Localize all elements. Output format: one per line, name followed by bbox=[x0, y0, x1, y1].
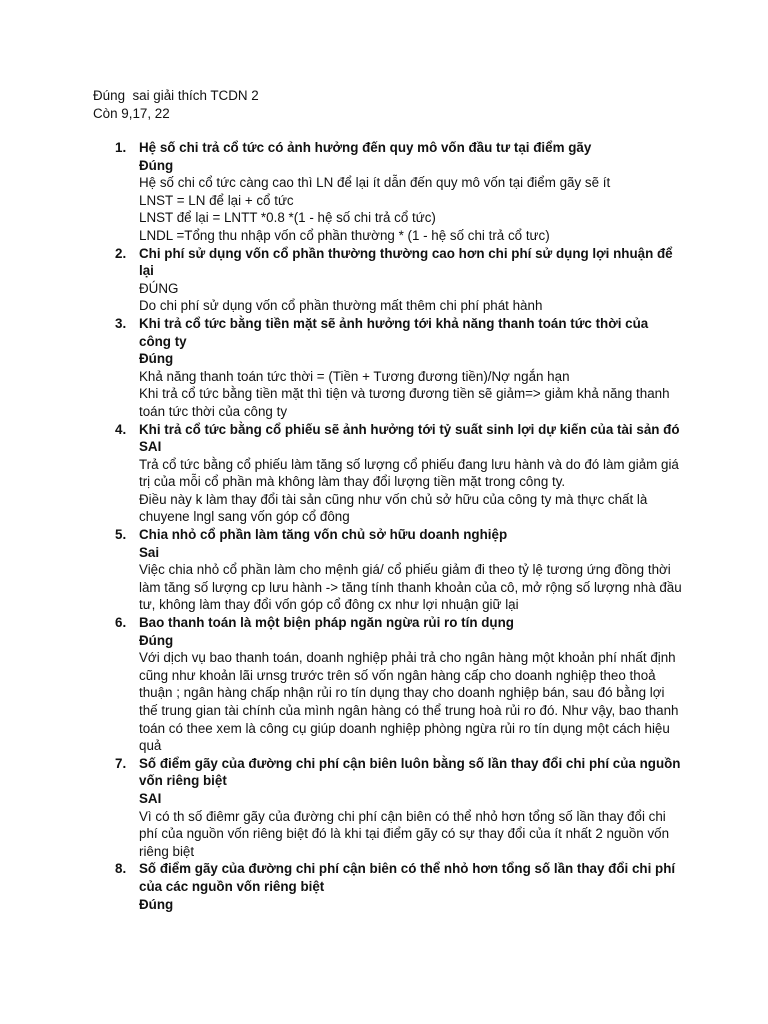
answer-verdict: Đúng bbox=[139, 351, 174, 367]
question-number: 3. bbox=[115, 315, 127, 331]
question-text: Chia nhỏ cổ phần làm tăng vốn chủ sở hữu doanh nghiệp bbox=[139, 527, 508, 543]
explanation-line: Điều này k làm thay đổi tài sản cũng như vốn chủ sở hữu của công ty mà thực chất là chuyene lngl sang vốn góp cổ đông bbox=[139, 491, 648, 525]
explanation-line: Do chi phí sử dụng vốn cổ phần thường mất thêm chi phí phát hành bbox=[139, 298, 543, 314]
document-header bbox=[93, 87, 259, 122]
question-number: 6. bbox=[115, 615, 127, 631]
question-number: 2. bbox=[115, 245, 127, 261]
question-text: Số điểm gãy của đường chi phí cận biên luôn bằng số lần thay đổi chi phí của nguồn vốn riêng biệt bbox=[139, 755, 681, 789]
explanation-line: LNST để lại = LNTT *0.8 *(1 - hệ số chi trả cổ tức) bbox=[139, 210, 436, 226]
explanation-line: Hệ số chi cổ tức càng cao thì LN để lại ít dẫn đến quy mô vốn tại điểm gãy sẽ ít bbox=[139, 175, 611, 191]
answer-verdict: SAI bbox=[139, 790, 162, 806]
explanation-line: Khi trả cổ tức bằng tiền mặt thì tiện và tương đương tiền sẽ giảm=> giảm khả năng thanh toán tức thời của công ty bbox=[139, 386, 670, 419]
explanation-line: Việc chia nhỏ cổ phần làm cho mệnh giá/ cổ phiếu giảm đi theo tỷ lệ tương ứng đồng thời làm tăng số lượng cp lưu hành -> tăng tính thanh khoản của cô, mở rộng số lượng nhà đầu tư, không làm thay đổi vốn góp cổ đông cx như lợi nhuận giữ lại bbox=[139, 562, 682, 613]
answer-verdict: SAI bbox=[139, 439, 162, 455]
question-number: 1. bbox=[115, 140, 127, 155]
explanation-line: LNDL =Tổng thu nhập vốn cổ phần thường * (1 - hệ số chi trả cổ tưc) bbox=[139, 227, 550, 243]
question-text: Bao thanh toán là một biện pháp ngăn ngừa rủi ro tín dụng bbox=[139, 615, 514, 631]
question-text: Khi trả cổ tức bằng tiền mặt sẽ ảnh hưởng tới khả năng thanh toán tức thời của công ty bbox=[139, 315, 649, 349]
question-number: 5. bbox=[115, 527, 127, 543]
explanation-line: Vì có th số điêmr gãy của đường chi phí cận biên có thể nhỏ hơn tổng số lần thay đổi chi phí của nguồn vốn riêng biệt đó là khi tại điểm gãy có sự thay đổi của ít nhất 2 nguồn vốn riêng biệt bbox=[139, 808, 670, 859]
question-item bbox=[93, 139, 683, 245]
question-item bbox=[93, 526, 683, 614]
document-title: Đúng sai giải thích TCDN 2 bbox=[93, 88, 259, 103]
explanation-line: LNST = LN để lại + cổ tức bbox=[139, 192, 294, 208]
question-list bbox=[93, 139, 683, 913]
question-number: 4. bbox=[115, 421, 127, 437]
explanation-line: Với dịch vụ bao thanh toán, doanh nghiệp phải trả cho ngân hàng một khoản phí nhất định cũng như khoản lãi ưnsg trước trên số vốn ngân hàng cấp cho doanh nghiệp theo thoả thuận ; ngân hàng chấp nhận rủi ro tín dụng thay cho doanh nghiệp bán, sau đó bằng lợi thế trung gian tài chính của mình ngân hàng có thể trung hoà rủi ro đó. Như vậy, bao thanh toán có thee xem là công cụ giúp doanh nghiệp phòng ngừa rủi ro tín dụng một cách hiệu quả bbox=[139, 650, 679, 754]
question-text: Hệ số chi trả cổ tức có ảnh hưởng đến quy mô vốn đầu tư tại điểm gãy bbox=[139, 140, 592, 155]
question-item bbox=[93, 245, 683, 315]
question-item bbox=[93, 614, 683, 755]
question-text: Chi phí sử dụng vốn cổ phần thường thường cao hơn chi phí sử dụng lợi nhuận để lại bbox=[139, 245, 673, 279]
explanation-line: Trả cổ tức bằng cổ phiếu làm tăng số lượng cổ phiếu đang lưu hành và do đó làm giảm giá trị của mỗi cổ phần mà không làm thay đổi lượng tiền mặt trong công ty. bbox=[139, 456, 679, 490]
question-text: Số điểm gãy của đường chi phí cận biên có thể nhỏ hơn tổng số lần thay đổi chi phí của các nguồn vốn riêng biệt bbox=[139, 861, 676, 894]
answer-verdict: Đúng bbox=[139, 896, 174, 912]
answer-verdict: Đúng bbox=[139, 632, 174, 648]
question-text: Khi trả cổ tức bằng cổ phiếu sẽ ảnh hưởng tới tỷ suất sinh lợi dự kiến của tài sản đó bbox=[139, 421, 680, 437]
question-item bbox=[93, 755, 683, 861]
answer-verdict: Sai bbox=[139, 544, 160, 560]
explanation-line: Khả năng thanh toán tức thời = (Tiền + Tương đương tiền)/Nợ ngắn hạn bbox=[139, 368, 570, 384]
document-subtitle: Còn 9,17, 22 bbox=[93, 105, 170, 121]
question-number: 8. bbox=[115, 861, 127, 877]
question-item bbox=[93, 315, 683, 421]
question-item bbox=[93, 421, 683, 527]
answer-verdict: Đúng bbox=[139, 157, 174, 173]
question-number: 7. bbox=[115, 755, 127, 771]
answer-verdict: ĐÚNG bbox=[139, 280, 179, 296]
question-item bbox=[93, 860, 683, 913]
